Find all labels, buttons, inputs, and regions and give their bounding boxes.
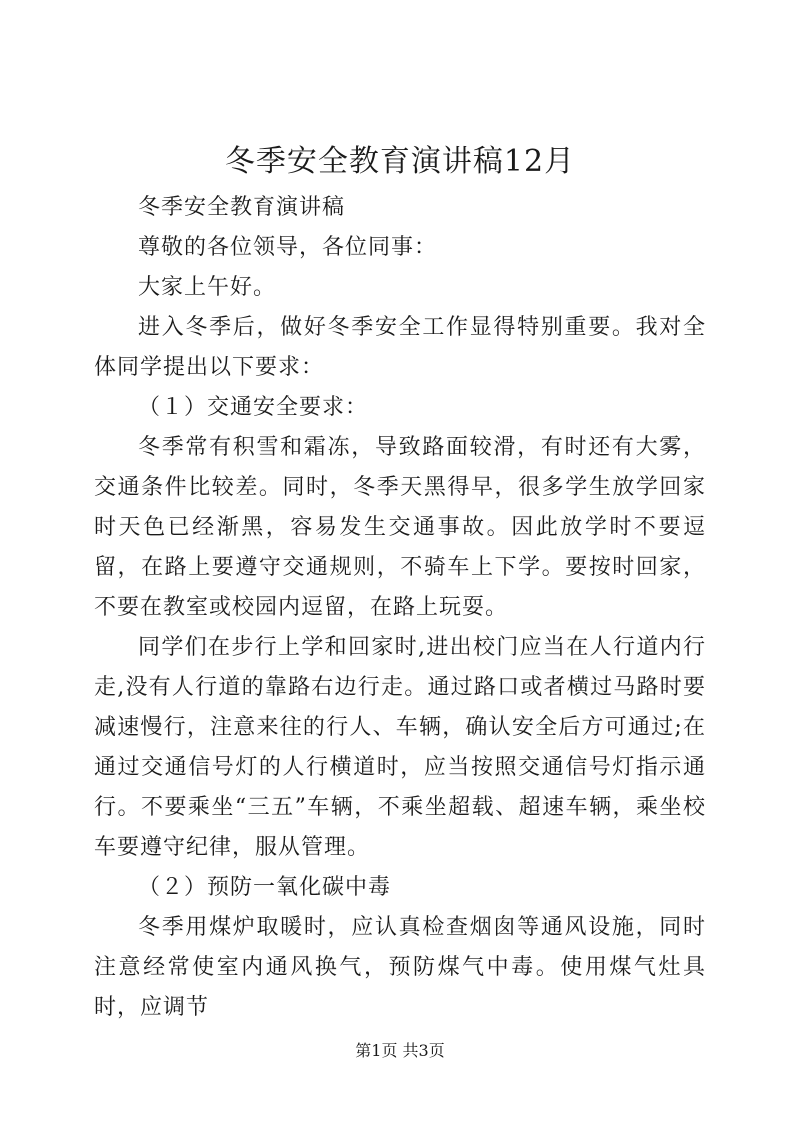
page-footer [0,1040,800,1062]
section-heading-traffic: （１）交通安全要求： [138,395,369,420]
section-heading-co: （２）预防一氧化碳中毒 [138,875,392,900]
page-number: 第1页 共3页 [355,1041,445,1060]
document-title: 冬季安全教育演讲稿12月 [224,144,576,179]
paragraph-traffic-2: 同学们在步行上学和回家时,进出校门应当在人行道内行走,没有人行道的靠路右边行走。通过路口或者横过马路时要减速慢行，注意来往的行人、车辆，确认安全后方可通过;在通过交通信号灯的人行横道时，应当按照交通信号灯指示通行。不要乘坐“三五”车辆，不乘坐超载、超速车辆，乘坐校车要遵守纪律，服从管理。 [94,635,706,860]
document-body [94,188,706,1028]
paragraph-co-1: 冬季用煤炉取暖时，应认真检查烟囱等通风设施，同时注意经常使室内通风换气，预防煤气中毒。使用煤气灶具时，应调节 [94,915,706,1020]
paragraph-subtitle: 冬季安全教育演讲稿 [138,195,346,220]
paragraph-greeting: 大家上午好。 [138,275,277,300]
paragraph-salutation: 尊敬的各位领导，各位同事： [138,235,438,260]
paragraph-traffic-1: 冬季常有积雪和霜冻，导致路面较滑，有时还有大雾，交通条件比较差。同时，冬季天黑得早，很多学生放学回家时天色已经渐黑，容易发生交通事故。因此放学时不要逗留，在路上要遵守交通规则，不骑车上下学。要按时回家，不要在教室或校园内逗留，在路上玩耍。 [94,435,706,620]
paragraph-intro: 进入冬季后，做好冬季安全工作显得特别重要。我对全体同学提出以下要求： [94,315,706,380]
